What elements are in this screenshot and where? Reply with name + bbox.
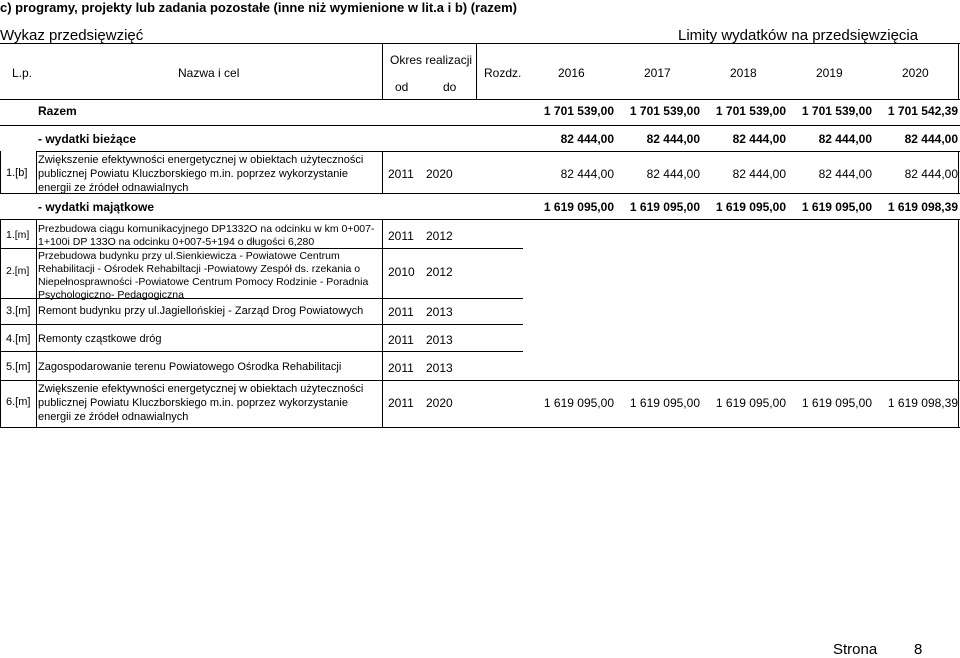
row-value-2017: 1 619 095,00: [629, 396, 700, 410]
header-to: do: [443, 80, 457, 94]
property-value-2017: 1 619 095,00: [629, 200, 700, 214]
total-value-2016: 1 701 539,00: [543, 104, 614, 118]
row-from: 2011: [388, 361, 414, 375]
current-value-2016: 82 444,00: [560, 132, 614, 146]
row-left-rule: [0, 151, 1, 193]
property-value-2018: 1 619 095,00: [715, 200, 786, 214]
period-left-rule: [382, 43, 383, 100]
row-from: 2010: [388, 265, 415, 279]
header-year-2019: 2019: [816, 66, 843, 80]
total-value-2020: 1 701 542,39: [887, 104, 958, 118]
row-value-2016: 1 619 095,00: [543, 396, 614, 410]
header-lp: L.p.: [12, 66, 33, 80]
row-name: Remont budynku przy ul.Jagiellońskiej - Zarząd Drog Powiatowych: [38, 305, 364, 317]
row-name: Zagospodarowanie terenu Powiatowego Ośrodka Rehabilitacji: [38, 361, 342, 373]
row-right-rule: [958, 151, 959, 193]
row-to: 2013: [426, 333, 453, 347]
header-bottom-rule: [0, 99, 960, 100]
row-from: 2011: [388, 167, 414, 181]
row-name: Remonty cząstkowe dróg: [38, 333, 162, 345]
row-rule: [0, 324, 523, 325]
property-value-2016: 1 619 095,00: [543, 200, 614, 214]
row-value-2017: 82 444,00: [646, 167, 700, 181]
header-from: od: [395, 80, 409, 94]
row-lp: 1.[m]: [6, 229, 30, 241]
header-chapter: Rozdz.: [484, 66, 522, 80]
header-year-2020: 2020: [902, 66, 929, 80]
header-name: Nazwa i cel: [178, 66, 240, 80]
header-year-2017: 2017: [644, 66, 671, 80]
row-lp-rule: [36, 151, 37, 193]
row-lp: 2.[m]: [6, 265, 30, 277]
row-rule: [0, 351, 523, 352]
total-value-2017: 1 701 539,00: [629, 104, 700, 118]
header-top-rule: [0, 43, 960, 44]
current-label-rule: [36, 151, 960, 152]
row-name: Zwiększenie efektywności energetycznej w obiektach użyteczności publicznej Powiatu Kluczborskiego m.in. poprzez wykorzystanie energii ze źródeł odnawialnych: [38, 154, 364, 194]
current-value-2017: 82 444,00: [646, 132, 700, 146]
total-label: Razem: [38, 104, 77, 118]
header-right-rule: [958, 43, 959, 100]
total-value-2019: 1 701 539,00: [801, 104, 872, 118]
list-title: Wykaz przedsięwzięć: [0, 27, 144, 44]
row-name: Prezbudowa ciągu komunikacyjnego DP1332O na odcinku w km 0+007-1+100i DP 133O na odcinku 0+007-5+194 o długości 6,280: [38, 223, 375, 248]
current-value-2020: 82 444,00: [904, 132, 958, 146]
property-label: - wydatki majątkowe: [38, 200, 155, 214]
property-value-2020: 1 619 098,39: [887, 200, 958, 214]
current-label: - wydatki bieżące: [38, 132, 137, 146]
row-value-2019: 1 619 095,00: [801, 396, 872, 410]
row-to: 2013: [426, 305, 453, 319]
row-value-2016: 82 444,00: [560, 167, 614, 181]
row-rule: [0, 248, 523, 249]
row-name-rule: [382, 151, 383, 193]
row-lp: 3.[m]: [6, 305, 31, 317]
row-rule: [0, 298, 523, 299]
row-to: 2012: [426, 229, 453, 243]
row-to: 2020: [426, 167, 453, 181]
row-lp: 5.[m]: [6, 361, 31, 373]
property-label-rule: [0, 219, 960, 220]
limits-title: Limity wydatków na przedsięwzięcia: [678, 27, 919, 44]
items-right-rule: [958, 219, 959, 428]
row-to: 2013: [426, 361, 453, 375]
row-name: Zwiększenie efektywności energetycznej w obiektach użyteczności publicznej Powiatu Kluczborskiego m.in. poprzez wykorzystanie energii ze źródeł odnawialnych: [38, 383, 364, 423]
row-value-2018: 82 444,00: [732, 167, 786, 181]
header-period: Okres realizacji: [390, 53, 473, 67]
row-value-2019: 82 444,00: [818, 167, 872, 181]
property-value-2019: 1 619 095,00: [801, 200, 872, 214]
row-from: 2011: [388, 396, 414, 410]
current-item-bottom-rule: [0, 193, 960, 194]
total-value-2018: 1 701 539,00: [715, 104, 786, 118]
page-label: Strona: [833, 641, 878, 658]
row-from: 2011: [388, 229, 414, 243]
row-lp: 4.[m]: [6, 333, 31, 345]
row-value-2020: 82 444,00: [904, 167, 958, 181]
row-to: 2020: [426, 396, 453, 410]
row-from: 2011: [388, 333, 414, 347]
header-year-2018: 2018: [730, 66, 757, 80]
section-title: c) programy, projekty lub zadania pozostałe (inne niż wymienione w lit.a i b) (razem): [0, 0, 517, 15]
total-bottom-rule: [0, 125, 960, 126]
row-name: Przebudowa budynku przy ul.Sienkiewicza - Powiatowe Centrum Rehabilitacji - Ośrodek Rehabiltacji -Powiatowy Zespół ds. rzekania o Niepełnosprawności -Powiatowe Centrum Pomocy Rodzinie - Poradnia Psychologiczno- Pedagogiczna: [38, 250, 369, 301]
row-lp: 1.[b]: [6, 167, 28, 179]
current-value-2018: 82 444,00: [732, 132, 786, 146]
table-bottom-rule: [0, 427, 960, 428]
row-value-2020: 1 619 098,39: [887, 396, 958, 410]
row-from: 2011: [388, 305, 414, 319]
row-value-2018: 1 619 095,00: [715, 396, 786, 410]
period-right-rule: [476, 43, 477, 100]
page-number: 8: [914, 641, 923, 658]
row-lp: 6.[m]: [6, 396, 31, 408]
header-year-2016: 2016: [558, 66, 585, 80]
row-rule: [0, 380, 960, 381]
row-to: 2012: [426, 265, 453, 279]
current-value-2019: 82 444,00: [818, 132, 872, 146]
